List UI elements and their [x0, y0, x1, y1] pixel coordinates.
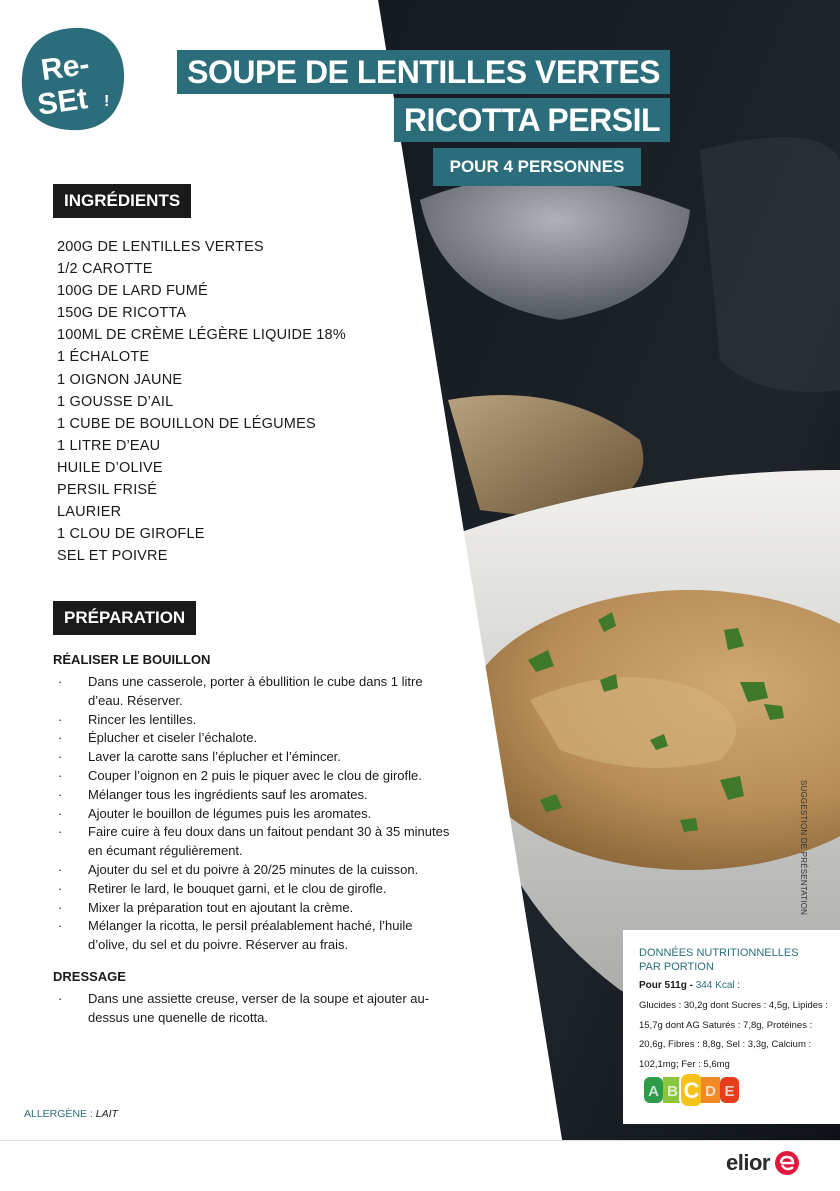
nutrition-title: [639, 946, 799, 974]
elior-logo: [726, 1150, 818, 1180]
step-item: · Dans une assiette creuse, verser de la soupe et ajouter au-dessus une quenelle de ricotta.: [53, 990, 453, 1028]
reset-logo: [18, 24, 128, 136]
preparation-heading: PRÉPARATION: [53, 601, 196, 635]
ingredients-heading: INGRÉDIENTS: [53, 184, 191, 218]
step-item: · Laver la carotte sans l’éplucher et l’émincer.: [53, 748, 453, 767]
portion-kcal: 344 Kcal: [695, 980, 735, 991]
ingredient-item: LAURIER: [57, 504, 122, 521]
step-item: · Ajouter le bouillon de légumes puis les aromates.: [53, 805, 453, 824]
ingredient-item: 1 ÉCHALOTE: [57, 349, 150, 366]
nutrition-box: [623, 930, 840, 1124]
elior-wordmark: elior: [726, 1150, 770, 1175]
nutriscore-letter-e: E: [724, 1083, 735, 1100]
ingredient-item: 150G DE RICOTTA: [57, 305, 187, 322]
ingredient-item: 100ML DE CRÈME LÉGÈRE LIQUIDE 18%: [57, 327, 346, 344]
step-item: · Éplucher et ciseler l’échalote.: [53, 729, 453, 748]
ingredient-item: 1 OIGNON JAUNE: [57, 371, 183, 388]
step-item: · Rincer les lentilles.: [53, 711, 453, 730]
nutrition-details: Glucides : 30,2g dont Sucres : 4,5g, Lipides : 15,7g dont AG Saturés : 7,8g, Protéines : 20,6g, Fibres : 8,8g, Sel : 3,3g, Calcium : 102,1mg; Fer : 5,6mg: [639, 1000, 829, 1070]
allergen-note: [24, 1108, 118, 1120]
nutriscore-badge: [640, 1073, 744, 1107]
allergen-label: ALLERGÈNE :: [24, 1108, 96, 1120]
recipe-title: [177, 50, 670, 146]
ingredient-item: 200G DE LENTILLES VERTES: [57, 239, 264, 255]
logo-line1: Re-: [38, 47, 92, 88]
nutriscore-letter-b: B: [667, 1083, 678, 1100]
ingredient-item: 1 GOUSSE D’AIL: [57, 393, 174, 410]
elior-e-icon: [774, 1150, 800, 1176]
bouillon-heading: RÉALISER LE BOUILLON: [53, 652, 211, 667]
ingredient-item: HUILE D’OLIVE: [57, 459, 163, 476]
step-item: · Couper l’oignon en 2 puis le piquer avec le clou de girofle.: [53, 767, 453, 786]
nutrition-title-line1: DONNÉES NUTRITIONNELLES: [639, 947, 799, 959]
step-item: · Mixer la préparation tout en ajoutant la crème.: [53, 899, 453, 918]
footer-divider: [0, 1140, 840, 1141]
bouillon-steps: [53, 673, 453, 955]
dressage-steps: [53, 990, 453, 1028]
allergen-value: LAIT: [95, 1108, 118, 1120]
servings-badge: POUR 4 PERSONNES: [433, 148, 641, 186]
step-item: · Ajouter du sel et du poivre à 20/25 minutes de la cuisson.: [53, 861, 453, 880]
ingredient-item: 1/2 CAROTTE: [57, 261, 153, 278]
ingredient-item: 1 CLOU DE GIROFLE: [57, 526, 205, 543]
ingredient-item: SEL ET POIVRE: [57, 548, 168, 565]
photo-credit: SUGGESTION DE PRÉSENTATION: [799, 780, 808, 916]
ingredient-item: PERSIL FRISÉ: [57, 482, 158, 499]
title-line-1: SOUPE DE LENTILLES VERTES: [177, 50, 670, 94]
step-item: · Mélanger tous les ingrédients sauf les aromates.: [53, 786, 453, 805]
portion-weight: Pour 511g -: [639, 980, 696, 991]
ingredient-item: 100G DE LARD FUMÉ: [57, 283, 208, 300]
nutriscore-letter-c: C: [683, 1078, 700, 1103]
ingredient-item: 1 CUBE DE BOUILLON DE LÉGUMES: [57, 415, 316, 432]
logo-mark: !: [104, 93, 110, 110]
title-line-2: RICOTTA PERSIL: [394, 98, 670, 142]
nutriscore-letter-a: A: [648, 1083, 659, 1100]
dressage-heading: DRESSAGE: [53, 968, 126, 984]
portion-end: :: [734, 980, 741, 991]
ingredient-item: 1 LITRE D’EAU: [57, 437, 161, 454]
step-item: · Mélanger la ricotta, le persil préalablement haché, l’huile d’olive, du sel et du poivre. Réserver au frais.: [53, 917, 453, 955]
nutriscore-letter-d: D: [705, 1083, 716, 1100]
preparation-section: [53, 652, 453, 1028]
step-item: · Retirer le lard, le bouquet garni, et le clou de girofle.: [53, 880, 453, 899]
ingredients-list: [57, 236, 346, 567]
step-item: · Faire cuire à feu doux dans un faitout pendant 30 à 35 minutes en écumant régulièrement.: [53, 823, 453, 861]
step-item: · Dans une casserole, porter à ébullition le cube dans 1 litre d’eau. Réserver.: [53, 673, 453, 711]
logo-line2: SEt: [35, 82, 90, 122]
nutrition-portion: [639, 980, 740, 991]
nutrition-title-line2: PAR PORTION: [639, 961, 714, 973]
